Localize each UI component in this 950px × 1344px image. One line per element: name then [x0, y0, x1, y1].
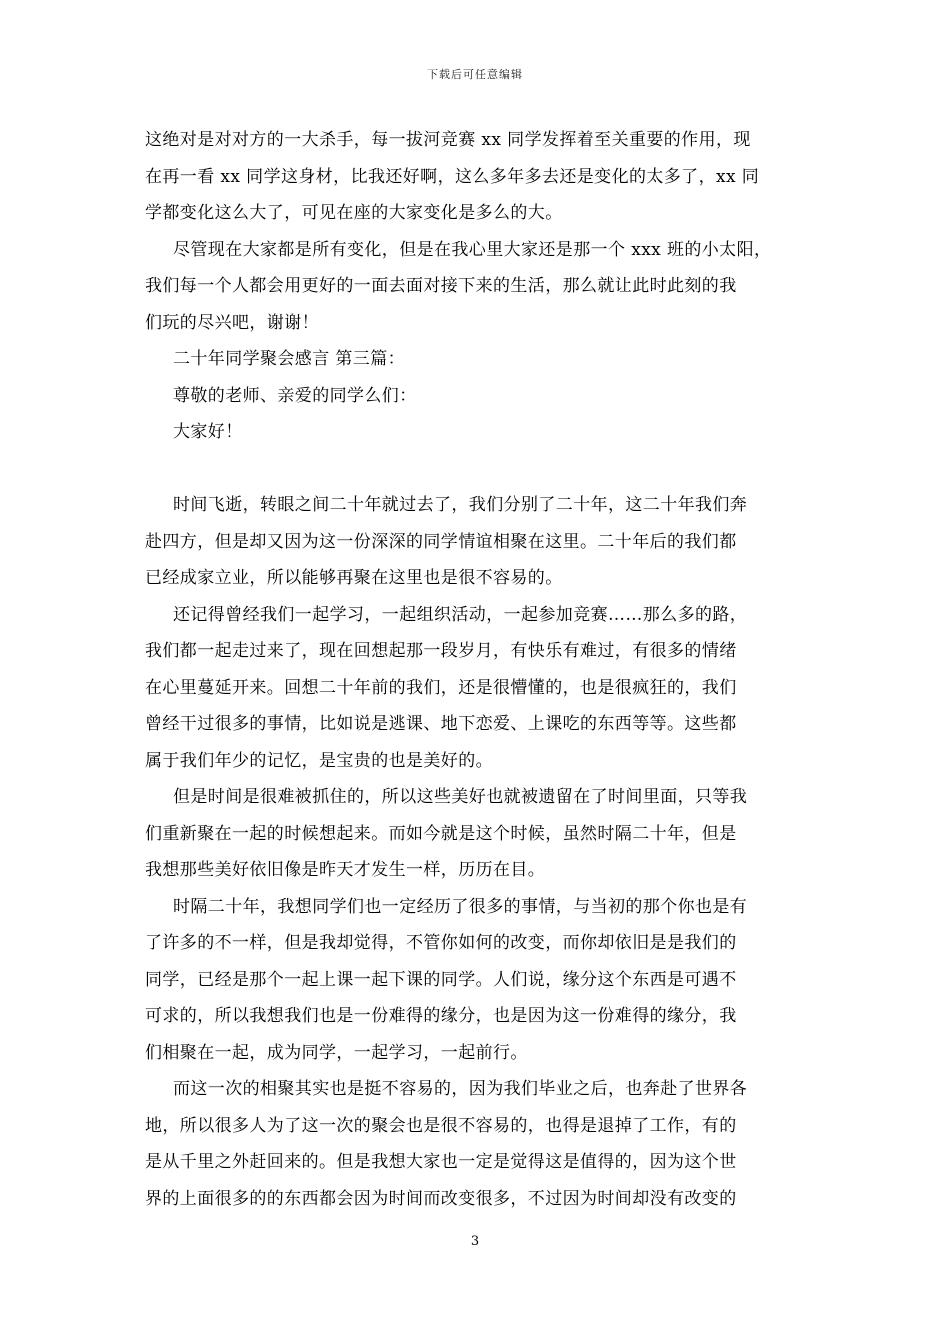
text-line: 在心里蔓延开来。回想二十年前的我们，还是很懵懂的，也是很疯狂的，我们	[145, 677, 737, 698]
text-line: 而这一次的相聚其实也是挺不容易的，因为我们毕业之后，也奔赴了世界各	[173, 1079, 748, 1099]
text-line: 但是时间是很难被抓住的，所以这些美好也就被遗留在了时间里面，只等我	[173, 787, 748, 807]
text-line: 可求的，所以我想我们也是一份难得的缘分，也是因为这一份难得的缘分，我	[145, 1006, 737, 1026]
text-line: 们相聚在一起，成为同学，一起学习，一起前行。	[145, 1042, 528, 1063]
text-line: 了许多的不一样，但是我却觉得，不管你如何的改变，而你却依旧是是我们的	[145, 933, 737, 953]
text-line: 在再一看 xx 同学这身材，比我还好啊，这么多年多去还是变化的太多了，xx 同	[145, 166, 760, 187]
text-line: 地，所以很多人为了这一次的聚会也是很不容易的，也得是退掉了工作，有的	[145, 1115, 737, 1136]
text-line: 大家好！	[173, 422, 243, 442]
text-line: 尊敬的老师、亲爱的同学么们：	[173, 385, 417, 406]
text-line: 属于我们年少的记忆，是宝贵的也是美好的。	[145, 750, 493, 771]
blank-line	[145, 451, 810, 488]
text-line: 我想那些美好依旧像是昨天才发生一样，历历在目。	[145, 860, 546, 880]
text-line: 时隔二十年，我想同学们也一定经历了很多的事情，与当初的那个你也是有	[173, 896, 748, 917]
text-line: 已经成家立业，所以能够再聚在这里也是很不容易的。	[145, 568, 563, 588]
text-line: 二十年同学聚会感言 第三篇：	[173, 349, 406, 369]
text-line: 还记得曾经我们一起学习，一起组织活动，一起参加竞赛……那么多的路，	[173, 604, 748, 625]
text-line: 是从千里之外赶回来的。但是我想大家也一定是觉得这是值得的，因为这个世	[145, 1152, 737, 1172]
page-number: 3	[470, 1234, 480, 1249]
text-line: 曾经干过很多的事情，比如说是逃课、地下恋爱、上课吃的东西等等。这些都	[145, 714, 737, 734]
text-line: 们玩的尽兴吧，谢谢！	[145, 312, 319, 333]
text-line: 我们每一个人都会用更好的一面去面对接下来的生活，那么就让此时此刻的我	[145, 276, 737, 296]
text-line: 同学，已经是那个一起上课一起下课的同学。人们说，缘分这个东西是可遇不	[145, 969, 737, 990]
document-body	[145, 122, 810, 1217]
text-line: 学都变化这么大了，可见在座的大家变化是多么的大。	[145, 203, 563, 223]
text-line: 尽管现在大家都是所有变化，但是在我心里大家还是那一个 xxx 班的小太阳，	[173, 239, 772, 260]
page-header: 下载后可任意编辑	[427, 68, 523, 81]
text-line: 这绝对是对对方的一大杀手，每一拔河竞赛 xx 同学发挥着至关重要的作用，现	[145, 130, 751, 150]
text-line: 时间飞逝，转眼之间二十年就过去了，我们分别了二十年，这二十年我们奔	[173, 495, 748, 515]
text-line: 赴四方，但是却又因为这一份深深的同学情谊相聚在这里。二十年后的我们都	[145, 531, 737, 552]
text-line: 们重新聚在一起的时候想起来。而如今就是这个时候，虽然时隔二十年，但是	[145, 823, 737, 844]
text-line: 我们都一起走过来了，现在回想起那一段岁月，有快乐有难过，有很多的情绪	[145, 641, 737, 661]
text-line: 界的上面很多的的东西都会因为时间而改变很多，不过因为时间却没有改变的	[145, 1188, 737, 1209]
